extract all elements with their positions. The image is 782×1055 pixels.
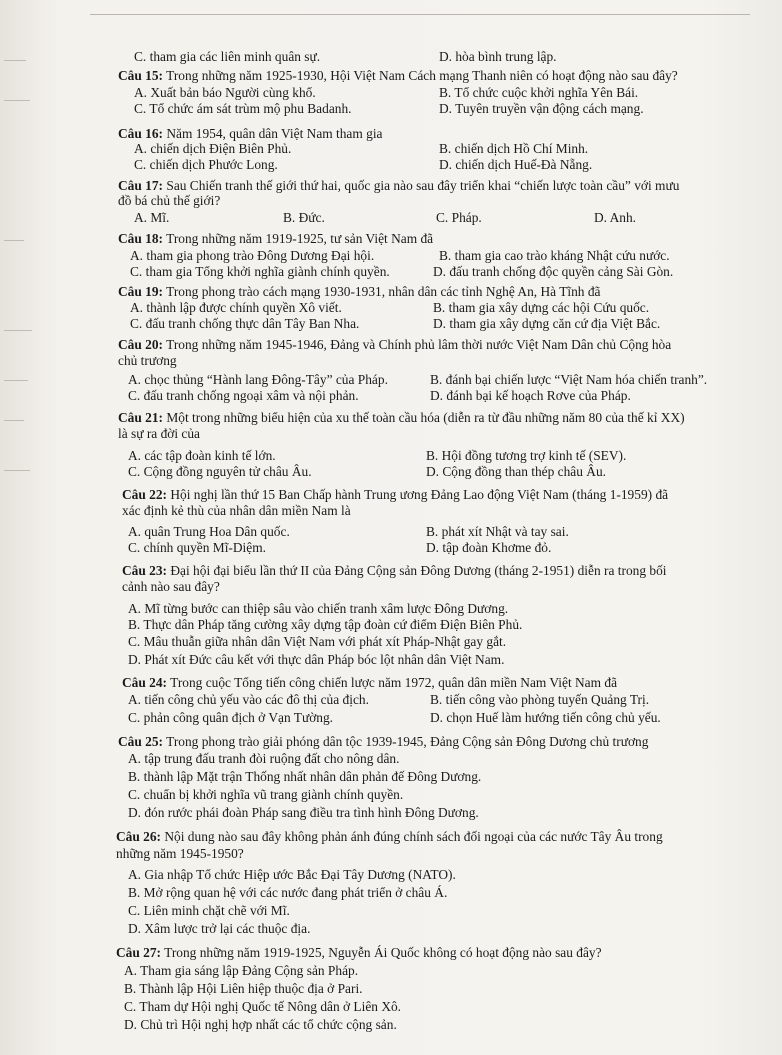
line-text: B. thành lập Mặt trận Thống nhất nhân dân phản đế Đông Dương. <box>128 769 482 784</box>
text-line <box>118 426 200 442</box>
line-text: là sự ra đời của <box>118 426 201 441</box>
text-line <box>128 372 388 388</box>
line-text: D. Cộng đồng than thép châu Âu. <box>426 464 607 479</box>
text-line <box>134 49 320 65</box>
text-line <box>130 316 359 332</box>
text-line <box>122 579 220 595</box>
text-line <box>433 264 673 280</box>
text-line <box>439 85 638 101</box>
question-line <box>122 675 617 691</box>
line-text: C. đấu tranh chống thực dân Tây Ban Nha. <box>130 316 360 331</box>
line-text: Trong những năm 1925-1930, Hội Việt Nam Cách mạng Thanh niên có hoạt động nào sau đây? <box>166 68 678 83</box>
line-text: B. phát xít Nhật và tay sai. <box>426 524 569 539</box>
text-line <box>439 248 670 264</box>
line-text: B. đánh bại chiến lược “Việt Nam hóa chiến tranh”. <box>430 372 708 387</box>
line-text: cảnh nào sau đây? <box>122 579 220 594</box>
question-number: Câu 27: <box>116 945 162 960</box>
line-text: D. Tuyên truyền vận động cách mạng. <box>439 101 644 116</box>
question-number: Câu 21: <box>118 410 164 425</box>
line-text: A. tập trung đấu tranh đòi ruộng đất cho nông dân. <box>128 751 400 766</box>
text-line <box>433 316 660 332</box>
line-text: B. Thành lập Hội Liên hiệp thuộc địa ở Pari. <box>124 981 363 996</box>
line-text: A. Tham gia sáng lập Đảng Cộng sản Pháp. <box>124 963 359 978</box>
text-line <box>128 464 312 480</box>
text-line <box>439 157 592 173</box>
line-text: D. đấu tranh chống độc quyền cảng Sài Gòn. <box>433 264 674 279</box>
text-line <box>128 921 310 937</box>
line-text: A. chọc thủng “Hành lang Đông-Tây” của Pháp. <box>128 372 388 387</box>
line-text: A. Gia nhập Tổ chức Hiệp ước Bắc Đại Tây Dương (NATO). <box>128 867 456 882</box>
question-number: Câu 26: <box>116 829 162 844</box>
line-text: đồ bá chủ thế giới? <box>118 193 221 208</box>
text-line <box>134 85 316 101</box>
question-line <box>122 487 668 503</box>
line-text: A. quân Trung Hoa Dân quốc. <box>128 524 290 539</box>
line-text: C. chính quyền Mĩ-Diệm. <box>128 540 266 555</box>
question-line <box>116 829 663 845</box>
question-line <box>118 734 648 750</box>
text-line <box>128 617 522 633</box>
text-line <box>128 524 290 540</box>
text-line <box>118 353 177 369</box>
text-line <box>128 769 481 785</box>
line-text: D. tập đoàn Khơme đỏ. <box>426 540 552 555</box>
line-text: A. tham gia phong trào Đông Dương Đại hội. <box>130 248 375 263</box>
question-number: Câu 25: <box>118 734 164 749</box>
question-number: Câu 18: <box>118 231 164 246</box>
question-number: Câu 15: <box>118 68 164 83</box>
text-line <box>430 710 661 726</box>
question-number: Câu 19: <box>118 284 164 299</box>
text-line <box>439 49 557 65</box>
line-text: A. Xuất bản báo Người cùng khổ. <box>134 85 316 100</box>
text-line <box>430 388 631 404</box>
line-text: B. chiến dịch Hồ Chí Minh. <box>439 141 589 156</box>
text-line <box>134 157 278 173</box>
text-line <box>128 540 266 556</box>
text-line <box>426 524 569 540</box>
text-line <box>128 787 403 803</box>
line-text: C. Liên minh chặt chẽ với Mĩ. <box>128 903 290 918</box>
text-line <box>128 885 447 901</box>
question-line <box>118 126 383 142</box>
line-text: B. Tổ chức cuộc khởi nghĩa Yên Bái. <box>439 85 639 100</box>
text-line <box>128 710 333 726</box>
text-line <box>118 193 220 209</box>
text-line <box>128 903 290 919</box>
line-text: C. đấu tranh chống ngoại xâm và nội phản. <box>128 388 359 403</box>
text-line <box>426 464 606 480</box>
line-text: Một trong những biểu hiện của xu thế toàn cầu hóa (diễn ra từ đầu những năm 80 của thế kỉ XX) <box>166 410 685 425</box>
line-text: Trong phong trào giải phóng dân tộc 1939-1945, Đảng Cộng sản Đông Dương chủ trương <box>166 734 649 749</box>
line-text: chủ trương <box>118 353 177 368</box>
text-line <box>124 981 363 997</box>
top-rule <box>90 14 750 15</box>
text-line <box>124 1017 397 1033</box>
text-line <box>594 210 636 226</box>
text-line <box>124 999 401 1015</box>
text-line <box>128 652 504 668</box>
line-text: D. Xâm lược trở lại các thuộc địa. <box>128 921 311 936</box>
line-text: C. tham gia các liên minh quân sự. <box>134 49 321 64</box>
question-line <box>116 945 602 961</box>
line-text: B. Mở rộng quan hệ với các nước đang phát triển ở châu Á. <box>128 885 448 900</box>
text-line <box>128 448 276 464</box>
line-text: B. tiến công vào phòng tuyến Quảng Trị. <box>430 692 650 707</box>
line-text: C. Mâu thuẫn giữa nhân dân Việt Nam với phát xít Pháp-Nhật gay gắt. <box>128 634 507 649</box>
line-text: A. thành lập được chính quyền Xô viết. <box>130 300 342 315</box>
line-text: C. Tham dự Hội nghị Quốc tế Nông dân ở Liên Xô. <box>124 999 402 1014</box>
question-line <box>122 563 667 579</box>
line-text: D. Anh. <box>594 210 637 225</box>
text-line <box>426 448 626 464</box>
text-line <box>283 210 325 226</box>
text-line <box>128 805 479 821</box>
question-number: Câu 16: <box>118 126 164 141</box>
line-text: B. Hội đồng tương trợ kinh tế (SEV). <box>426 448 627 463</box>
text-line <box>128 692 369 708</box>
line-text: A. chiến dịch Điện Biên Phủ. <box>134 141 292 156</box>
line-text: B. tham gia cao trào kháng Nhật cứu nước. <box>439 248 670 263</box>
text-line <box>430 692 649 708</box>
line-text: Năm 1954, quân dân Việt Nam tham gia <box>166 126 383 141</box>
text-line <box>134 141 291 157</box>
question-line <box>118 410 685 426</box>
line-text: Trong những năm 1919-1925, Nguyễn Ái Quốc không có hoạt động nào sau đây? <box>164 945 602 960</box>
text-line <box>439 141 588 157</box>
line-text: Trong cuộc Tổng tiến công chiến lược năm 1972, quân dân miền Nam Việt Nam đã <box>170 675 618 690</box>
line-text: Hội nghị lần thứ 15 Ban Chấp hành Trung ương Đảng Lao động Việt Nam (tháng 1-1959) đã <box>170 487 669 502</box>
text-line <box>130 248 374 264</box>
line-text: D. tham gia xây dựng căn cứ địa Việt Bắc. <box>433 316 661 331</box>
question-line <box>118 231 433 247</box>
line-text: những năm 1945-1950? <box>116 846 244 861</box>
line-text: Trong phong trào cách mạng 1930-1931, nhân dân các tỉnh Nghệ An, Hà Tĩnh đã <box>166 284 601 299</box>
line-text: B. Đức. <box>283 210 325 225</box>
text-line <box>122 503 351 519</box>
line-text: C. Cộng đồng nguyên tử châu Âu. <box>128 464 312 479</box>
question-number: Câu 24: <box>122 675 168 690</box>
line-text: B. tham gia xây dựng các hội Cứu quốc. <box>433 300 650 315</box>
line-text: B. Thực dân Pháp tăng cường xây dựng tập đoàn cứ điểm Điện Biên Phủ. <box>128 617 523 632</box>
line-text: D. đánh bại kế hoạch Rơve của Pháp. <box>430 388 631 403</box>
question-number: Câu 23: <box>122 563 168 578</box>
text-line <box>439 101 644 117</box>
text-line <box>128 867 456 883</box>
text-line <box>130 264 390 280</box>
line-text: D. chiến dịch Huế-Đà Nẵng. <box>439 157 593 172</box>
line-text: D. chọn Huế làm hướng tiến công chủ yếu. <box>430 710 661 725</box>
question-number: Câu 17: <box>118 178 164 193</box>
line-text: Trong những năm 1945-1946, Đảng và Chính phủ lâm thời nước Việt Nam Dân chủ Cộng hòa <box>166 337 672 352</box>
line-text: A. Mĩ từng bước can thiệp sâu vào chiến tranh xâm lược Đông Dương. <box>128 601 509 616</box>
question-line <box>118 68 678 84</box>
text-line <box>116 846 244 862</box>
question-line <box>118 337 671 353</box>
margin-marks <box>0 0 40 1055</box>
text-line <box>134 210 169 226</box>
question-line <box>118 284 601 300</box>
line-text: Nội dung nào sau đây không phản ánh đúng chính sách đối ngoại của các nước Tây Âu trong <box>164 829 663 844</box>
line-text: Sau Chiến tranh thế giới thứ hai, quốc gia nào sau đây triển khai “chiến lược toàn cầu” với mưu <box>166 178 680 193</box>
text-line <box>134 101 352 117</box>
line-text: Đại hội đại biểu lần thứ II của Đảng Cộng sản Đông Dương (tháng 2-1951) diễn ra trong bối <box>170 563 667 578</box>
line-text: C. Tổ chức ám sát trùm mộ phu Badanh. <box>134 101 352 116</box>
text-line <box>430 372 707 388</box>
text-line <box>124 963 358 979</box>
question-number: Câu 22: <box>122 487 168 502</box>
text-line <box>130 300 342 316</box>
line-text: C. phản công quân địch ở Vạn Tường. <box>128 710 334 725</box>
text-line <box>433 300 649 316</box>
text-line <box>436 210 482 226</box>
line-text: A. các tập đoàn kinh tế lớn. <box>128 448 276 463</box>
question-number: Câu 20: <box>118 337 164 352</box>
line-text: D. Chủ trì Hội nghị hợp nhất các tổ chức cộng sản. <box>124 1017 397 1032</box>
line-text: xác định kẻ thù của nhân dân miền Nam là <box>122 503 351 518</box>
line-text: C. chuẩn bị khởi nghĩa vũ trang giành chính quyền. <box>128 787 404 802</box>
line-text: D. hòa bình trung lập. <box>439 49 557 64</box>
line-text: D. Phát xít Đức câu kết với thực dân Pháp bóc lột nhân dân Việt Nam. <box>128 652 505 667</box>
line-text: Trong những năm 1919-1925, tư sản Việt Nam đã <box>166 231 434 246</box>
line-text: C. tham gia Tổng khởi nghĩa giành chính quyền. <box>130 264 390 279</box>
text-line <box>128 388 359 404</box>
text-line <box>128 601 508 617</box>
line-text: D. đón rước phái đoàn Pháp sang điều tra tình hình Đông Dương. <box>128 805 479 820</box>
line-text: C. Pháp. <box>436 210 482 225</box>
text-line <box>426 540 551 556</box>
question-line <box>118 178 679 194</box>
text-line <box>128 634 506 650</box>
line-text: A. tiến công chủ yếu vào các đô thị của địch. <box>128 692 369 707</box>
line-text: A. Mĩ. <box>134 210 170 225</box>
line-text: C. chiến dịch Phước Long. <box>134 157 278 172</box>
text-line <box>128 751 399 767</box>
